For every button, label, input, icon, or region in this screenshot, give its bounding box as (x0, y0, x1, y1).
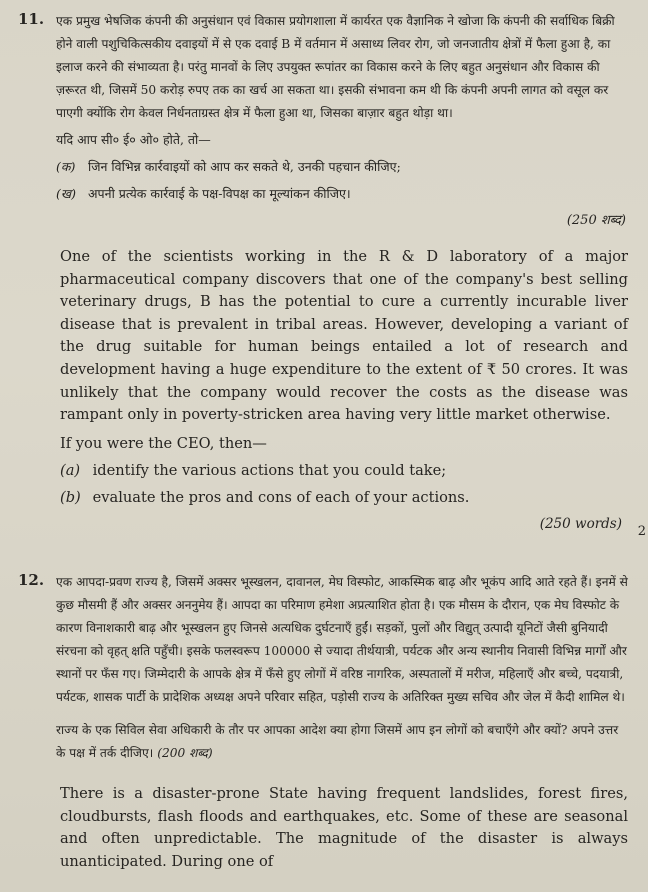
part-marker: (ख) (56, 186, 76, 201)
q11-hindi-prompt: यदि आप सी० ई० ओ० होते, तो— (56, 132, 211, 147)
question-text: राज्य के एक सिविल सेवा अधिकारी के तौर पर आपका आदेश क्या होगा जिसमें आप इन लोगों को बचाएँगे और क्यों? अपने उत्तर के पक्ष में तर्क दीजिए। (56, 723, 619, 760)
question-number: 11. (18, 10, 45, 28)
q11-english-part-a (60, 462, 628, 479)
part-marker: (b) (60, 488, 81, 506)
q12-english-paragraph: There is a disaster-prone State having frequent landslides, forest fires, cloudbursts, flash floods and earthquakes, etc. Some of these are seasonal and often unpredictable. The magnitude of the disaster is always unanticipated. During one of (60, 785, 628, 870)
q11-hindi-paragraph: एक प्रमुख भेषजिक कंपनी की अनुसंधान एवं विकास प्रयोगशाला में कार्यरत एक वैज्ञानिक ने खोजा कि कंपनी की सर्वाधिक बिक्री होने वाली पशुचिकित्सकीय दवाइयों में से एक दवाई B में वर्तमान में असाध्य लिवर रोग, जो जनजातीय क्षेत्रों में फैला हुआ है, का इलाज करने की संभाव्यता है। परंतु मानवों के लिए उपयुक्त रूपांतर का विकास करने के लिए बहुत अनुसंधान और विकास की ज़रूरत थी, जिसमें 50 करोड़ रुपए तक का खर्च आ सकता था। इसकी संभावना कम थी कि कंपनी अपनी लागत को वसूल कर पाएगी क्योंकि रोग केवल निर्धनताग्रस्त क्षेत्र में फैला हुआ था, जिसका बाज़ार बहुत थोड़ा था। (56, 14, 615, 120)
question-12 (18, 571, 628, 873)
margin-page-number: 2 (637, 524, 646, 539)
q11-english-paragraph: One of the scientists working in the R & D laboratory of a major pharmaceutical company discovers that one of the company's best selling veterinary drugs, B has the potential to cure a currently incurable liver disease that is prevalent in tribal areas. However, developing a variant of the drug suitable for human beings entailed a lot of research and development having a huge expenditure to the extent of ₹ 50 crores. It was unlikely that the company would recover the costs as the disease was rampant only in poverty-stricken area having very little market otherwise. (60, 248, 628, 424)
q11-hindi-part-a (56, 158, 628, 175)
word-limit-text: (200 शब्द) (157, 746, 213, 760)
part-marker: (a) (60, 461, 81, 479)
q11-english-word-limit (18, 516, 622, 532)
part-text: जिन विभिन्न कार्रवाइयों को आप कर सकते थे, उनकी पहचान कीजिए; (87, 159, 401, 174)
word-limit-text: (250 words) (539, 515, 622, 532)
q12-hindi-question (56, 719, 628, 765)
q11-hindi-part-b (56, 185, 628, 202)
q12-hindi-paragraph: एक आपदा-प्रवण राज्य है, जिसमें अक्सर भूस्खलन, दावानल, मेघ विस्फोट, आकस्मिक बाढ़ और भूकंप आदि आते रहते हैं। इनमें से कुछ मौसमी हैं और अक्सर अननुमेय हैं। आपदा का परिमाण हमेशा अप्रत्याशित होता है। एक मौसम के दौरान, एक मेघ विस्फोट के कारण विनाशकारी बाढ़ और भूस्खलन हुए जिनसे अत्यधिक दुर्घटनाएँ हुईं। सड़कों, पुलों और विद्युत् उत्पादी यूनिटों जैसी बुनियादी संरचना को वृहत् क्षति पहुँची। इसके फलस्वरूप 100000 से ज्यादा तीर्थयात्री, पर्यटक और अन्य स्थानीय निवासी विभिन्न मार्गों और स्थानों पर फँस गए। जिम्मेदारी के आपके क्षेत्र में फँसे हुए लोगों में वरिष्ठ नागरिक, अस्पतालों में मरीज, महिलाएँ और बच्चे, पदयात्री, पर्यटक, शासक पार्टी के प्रादेशिक अध्यक्ष अपने परिवार सहित, पड़ोसी राज्य के अतिरिक्त मुख्य सचिव और जेल में कैदी शामिल थे। (56, 575, 628, 704)
q11-english-part-b (60, 489, 628, 506)
part-text: अपनी प्रत्येक कार्रवाई के पक्ष-विपक्ष का मूल्यांकन कीजिए। (87, 186, 351, 201)
question-11 (18, 10, 628, 532)
part-text: evaluate the pros and cons of each of your actions. (92, 488, 470, 506)
q11-hindi-word-limit: (250 शब्द) (566, 213, 626, 228)
part-text: identify the various actions that you could take; (92, 461, 447, 479)
q11-english-prompt: If you were the CEO, then— (60, 434, 267, 452)
part-marker: (क) (56, 159, 76, 174)
question-number: 12. (18, 571, 45, 589)
